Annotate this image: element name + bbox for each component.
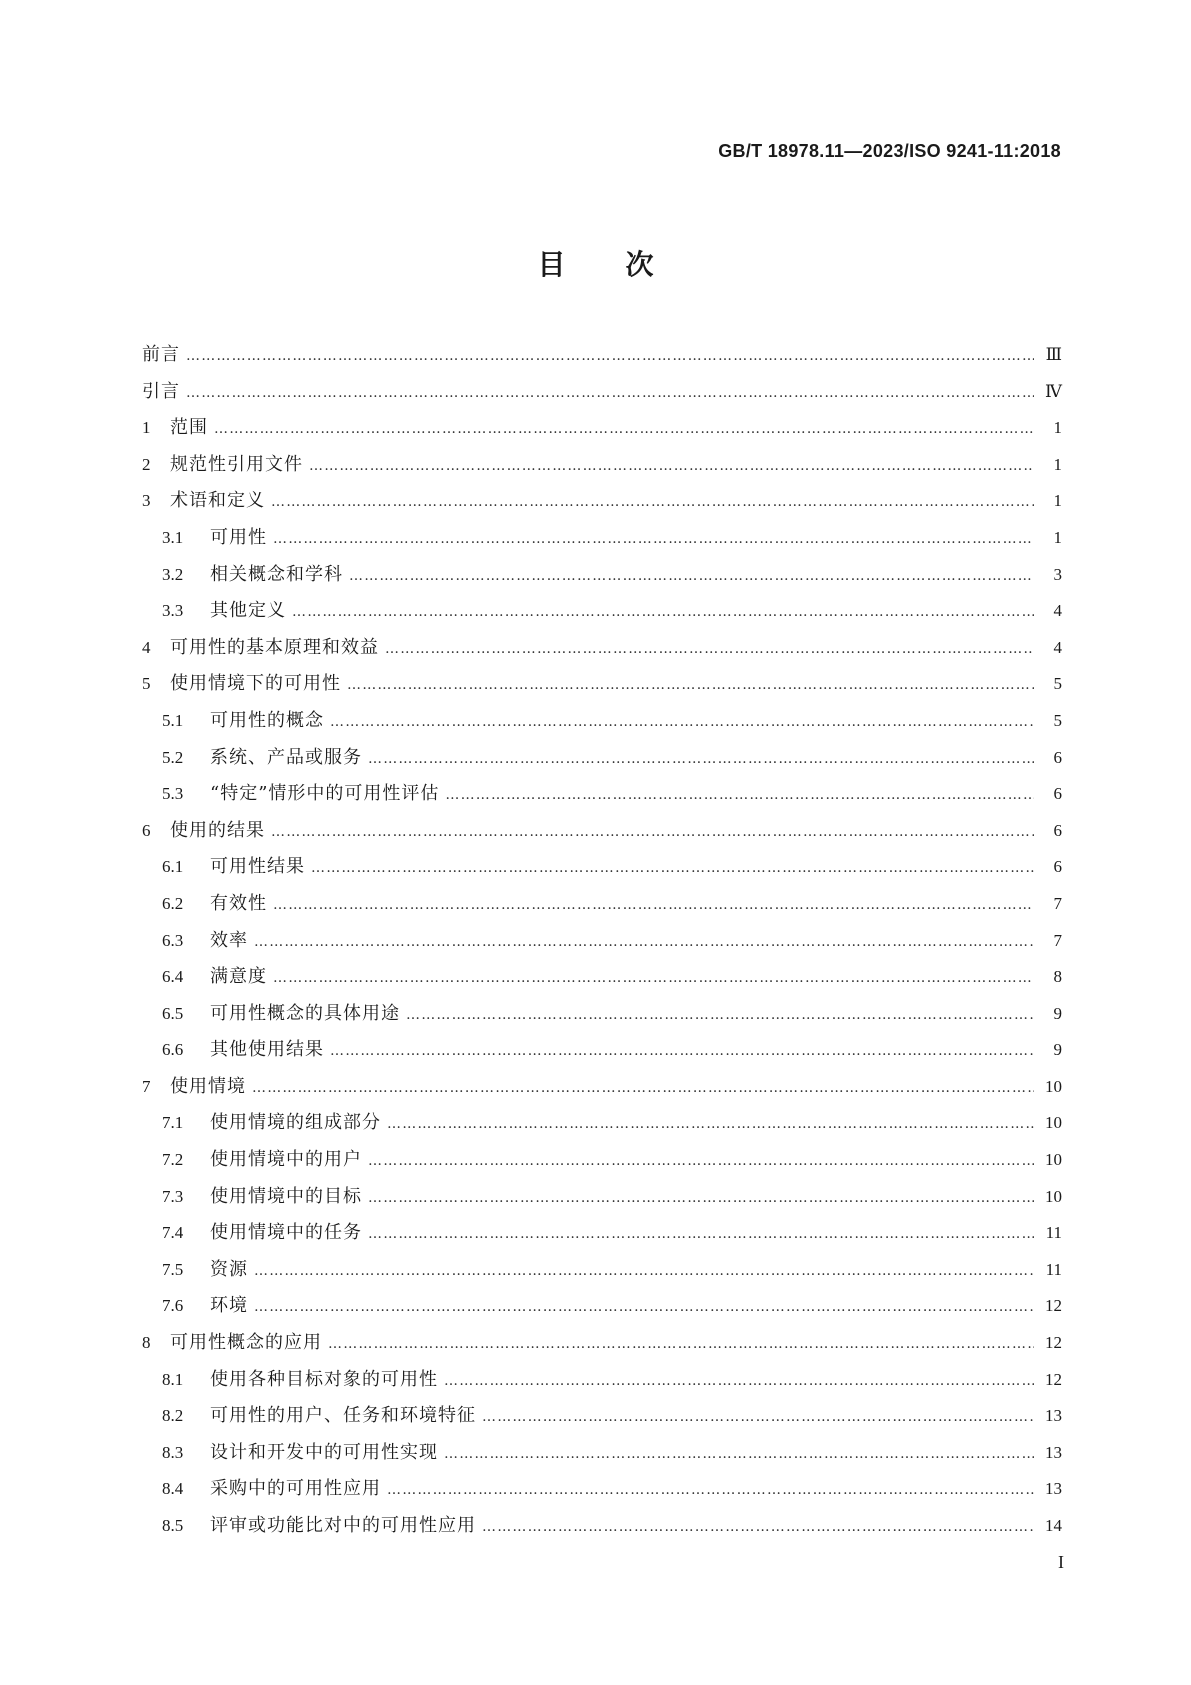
toc-entry-number: 2 [142,454,151,474]
toc-dot-leader [273,887,1034,924]
toc-entry-page: 3 [1053,564,1062,584]
toc-entry-label: “特定”情形中的可用性评估 [210,783,440,805]
toc-entry[interactable] [142,1471,1062,1508]
toc-entry-number: 6 [142,820,151,840]
toc-dot-leader [368,1216,1034,1253]
toc-entry-label: 可用性的用户、任务和环境特征 [210,1405,476,1427]
toc-dot-leader [309,448,1034,485]
toc-entry-label: 引言 [142,380,180,402]
toc-dot-leader [186,375,1034,412]
toc-entry-label: 其他使用结果 [210,1039,324,1061]
toc-entry-page: Ⅳ [1045,381,1062,401]
toc-entry-label: 使用的结果 [170,819,265,841]
toc-entry-page: 1 [1053,491,1062,511]
toc-entry-label: 范围 [170,417,208,439]
toc-entry-label: 其他定义 [210,600,286,622]
toc-dot-leader [385,631,1034,668]
toc-entry-number: 8.4 [162,1479,184,1499]
toc-entry-page: 6 [1053,784,1062,804]
toc-dot-leader [444,1363,1034,1400]
toc-entry-page: 13 [1045,1406,1062,1426]
toc-entry-label: 使用情境中的用户 [210,1149,362,1171]
toc-entry-label: 使用各种目标对象的可用性 [210,1368,438,1390]
toc-entry-label: 可用性概念的具体用途 [210,1002,400,1024]
toc-entry[interactable] [142,886,1062,923]
toc-dot-leader [271,484,1034,521]
toc-entry-label: 可用性的概念 [210,709,324,731]
toc-entry-page: 10 [1045,1113,1062,1133]
toc-dot-leader [482,1509,1034,1546]
toc-entry-label: 术语和定义 [170,490,265,512]
toc-entry-number: 3.3 [162,601,184,621]
toc-dot-leader [273,521,1034,558]
toc-entry[interactable] [142,1508,1062,1545]
toc-entry-label: 可用性概念的应用 [170,1332,322,1354]
page-title: 目次 [537,248,714,281]
toc-dot-leader [368,1180,1034,1217]
toc-dot-leader [252,1070,1034,1107]
toc-dot-leader [273,960,1034,997]
toc-entry[interactable] [142,1288,1062,1325]
toc-dot-leader [271,814,1034,851]
toc-dot-leader [330,1033,1034,1070]
toc-entry-number: 3.1 [162,527,184,547]
toc-entry-page: Ⅲ [1045,345,1062,364]
toc-entry-number: 5.2 [162,747,184,767]
toc-entry[interactable] [142,1032,1062,1069]
toc-entry-label: 使用情境中的任务 [210,1222,362,1244]
toc-entry-page: 12 [1045,1369,1062,1389]
toc-entry[interactable] [142,1105,1062,1142]
toc-entry-page: 7 [1053,893,1062,913]
toc-entry-number: 6.4 [162,967,184,987]
toc-dot-leader [368,741,1034,778]
toc-entry-number: 8.3 [162,1442,184,1462]
table-of-contents [142,337,1062,1545]
toc-entry-label: 资源 [210,1258,248,1280]
toc-entry-label: 可用性结果 [210,856,305,878]
toc-entry-label: 系统、产品或服务 [210,746,362,768]
toc-dot-leader [445,777,1034,814]
toc-dot-leader [330,704,1034,741]
toc-entry-page: 11 [1045,1259,1062,1279]
toc-entry-label: 设计和开发中的可用性实现 [210,1441,438,1463]
toc-entry-label: 可用性的基本原理和效益 [170,636,379,658]
toc-dot-leader [387,1106,1034,1143]
toc-entry-label: 满意度 [210,966,267,988]
toc-dot-leader [368,1143,1034,1180]
toc-entry[interactable] [142,1179,1062,1216]
toc-entry-page: 10 [1045,1186,1062,1206]
toc-entry-label: 相关概念和学科 [210,563,343,585]
toc-entry-label: 使用情境中的目标 [210,1185,362,1207]
toc-entry[interactable] [142,1435,1062,1472]
toc-entry-page: 10 [1045,1076,1062,1096]
toc-dot-leader [347,667,1034,704]
toc-entry-page: 9 [1053,1040,1062,1060]
toc-entry-number: 6.2 [162,893,184,913]
toc-entry-number: 5.1 [162,710,184,730]
toc-dot-leader [254,1289,1034,1326]
toc-entry-label: 有效性 [210,892,267,914]
toc-entry[interactable] [142,1362,1062,1399]
toc-entry[interactable] [142,483,1062,520]
toc-entry-number: 5.3 [162,784,184,804]
toc-entry-number: 6.6 [162,1040,184,1060]
toc-entry[interactable] [142,1325,1062,1362]
toc-entry-number: 6.5 [162,1003,184,1023]
toc-entry[interactable] [142,1069,1062,1106]
toc-entry[interactable] [142,666,1062,703]
toc-entry[interactable] [142,740,1062,777]
toc-entry[interactable] [142,776,1062,813]
toc-entry-number: 7 [142,1076,151,1096]
toc-entry-page: 4 [1053,637,1062,657]
toc-entry-page: 13 [1045,1442,1062,1462]
toc-entry-label: 使用情境下的可用性 [170,673,341,695]
toc-entry[interactable] [142,557,1062,594]
toc-entry-number: 8.5 [162,1516,184,1535]
toc-entry-label: 前言 [142,344,180,365]
toc-entry-page: 10 [1045,1150,1062,1170]
toc-entry-page: 4 [1053,601,1062,621]
toc-entry-page: 1 [1053,527,1062,547]
toc-entry-label: 环境 [210,1295,248,1317]
toc-entry-label: 评审或功能比对中的可用性应用 [210,1515,476,1536]
toc-entry-page: 11 [1045,1223,1062,1243]
toc-dot-leader [214,411,1034,448]
toc-entry[interactable] [142,996,1062,1033]
toc-entry-number: 6.1 [162,857,184,877]
toc-entry-number: 6.3 [162,930,184,950]
page-number: I [1058,1552,1064,1572]
toc-entry[interactable] [142,923,1062,960]
toc-entry-number: 7.1 [162,1113,184,1133]
toc-entry-page: 6 [1053,820,1062,840]
toc-entry[interactable] [142,447,1062,484]
toc-entry[interactable] [142,959,1062,996]
toc-entry[interactable] [142,813,1062,850]
toc-entry-label: 可用性 [210,526,267,548]
toc-entry-label: 规范性引用文件 [170,453,303,475]
toc-entry[interactable] [142,1398,1062,1435]
toc-entry[interactable] [142,410,1062,447]
toc-entry-page: 6 [1053,747,1062,767]
toc-dot-leader [254,924,1034,961]
toc-entry-number: 8.2 [162,1406,184,1426]
toc-entry-page: 14 [1045,1516,1062,1535]
toc-dot-leader [387,1472,1034,1509]
toc-dot-leader [292,594,1034,631]
toc-entry-page: 9 [1053,1003,1062,1023]
toc-entry[interactable] [142,1215,1062,1252]
toc-entry-page: 5 [1053,674,1062,694]
toc-entry-page: 1 [1053,454,1062,474]
toc-entry-number: 7.3 [162,1186,184,1206]
toc-entry-number: 4 [142,637,151,657]
toc-entry-number: 8.1 [162,1369,184,1389]
toc-dot-leader [254,1253,1034,1290]
toc-dot-leader [406,997,1034,1034]
toc-entry-label: 效率 [210,929,248,951]
toc-dot-leader [328,1326,1034,1363]
toc-dot-leader [349,558,1034,595]
toc-dot-leader [482,1399,1034,1436]
toc-entry-number: 1 [142,418,151,438]
toc-entry[interactable] [142,1252,1062,1289]
toc-entry-number: 3.2 [162,564,184,584]
toc-entry-label: 采购中的可用性应用 [210,1478,381,1500]
toc-entry[interactable] [142,1142,1062,1179]
toc-dot-leader [311,850,1034,887]
toc-entry-page: 7 [1053,930,1062,950]
standard-code: GB/T 18978.11—2023/ISO 9241-11:2018 [718,141,1061,161]
toc-entry-number: 8 [142,1333,151,1353]
toc-entry-number: 3 [142,491,151,511]
toc-entry-label: 使用情境 [170,1075,246,1097]
toc-entry-page: 1 [1053,418,1062,438]
toc-entry[interactable] [142,630,1062,667]
toc-dot-leader [186,338,1034,375]
toc-entry-label: 使用情境的组成部分 [210,1112,381,1134]
toc-entry-page: 8 [1053,967,1062,987]
toc-entry-number: 5 [142,674,151,694]
toc-dot-leader [444,1436,1034,1473]
toc-entry-number: 7.5 [162,1259,184,1279]
toc-entry[interactable] [142,593,1062,630]
toc-entry-page: 12 [1045,1333,1062,1353]
toc-entry[interactable] [142,374,1062,411]
toc-entry-page: 5 [1053,710,1062,730]
toc-entry-page: 13 [1045,1479,1062,1499]
toc-entry-number: 7.4 [162,1223,184,1243]
toc-entry[interactable] [142,337,1062,374]
toc-entry[interactable] [142,849,1062,886]
toc-entry[interactable] [142,520,1062,557]
toc-entry[interactable] [142,703,1062,740]
toc-entry-number: 7.6 [162,1296,184,1316]
toc-entry-number: 7.2 [162,1150,184,1170]
toc-entry-page: 12 [1045,1296,1062,1316]
toc-entry-page: 6 [1053,857,1062,877]
